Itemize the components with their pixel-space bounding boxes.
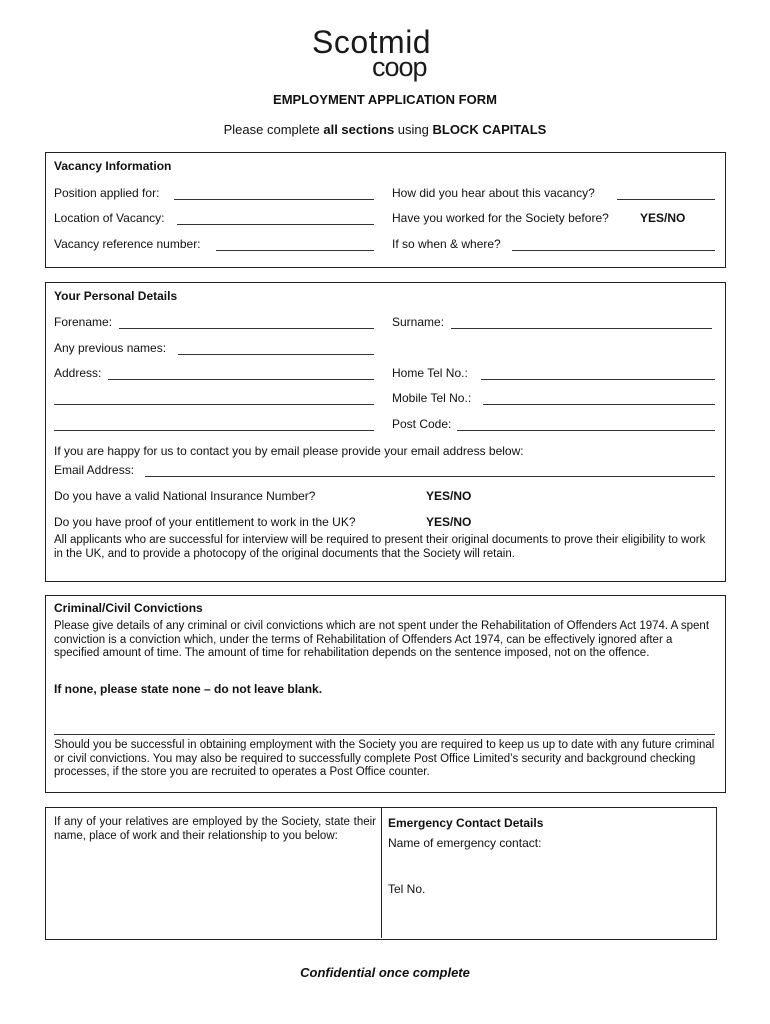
personal-details-section — [45, 282, 726, 582]
ni-yes-no[interactable]: YES/NO — [426, 489, 472, 503]
form-instructions — [0, 122, 770, 137]
when-where-label: If so when & where? — [392, 237, 501, 251]
forename-label: Forename: — [54, 315, 113, 329]
convictions-followup: Should you be successful in obtaining employment with the Society you are required to keep us up to date with any future criminal or civil convictions. You may also be required to successfully complete Post Office Limited’s security and background checking processes, if the store you are recruited to operates a Post Office counter. — [54, 739, 715, 778]
location-field[interactable] — [177, 224, 374, 225]
post-code-label: Post Code: — [392, 417, 452, 431]
worked-before-yes-no[interactable]: YES/NO — [640, 211, 686, 225]
address-label: Address: — [54, 366, 102, 380]
when-where-field[interactable] — [512, 250, 715, 251]
work-entitlement-question: Do you have proof of your entitlement to work in the UK? — [54, 515, 356, 529]
emergency-tel-field[interactable] — [388, 900, 710, 930]
documents-notice: All applicants who are successful for interview will be required to present their original documents to prove their eligibility to work in the UK, and to provide a photocopy of the original documents that the Society will retain. — [54, 534, 706, 560]
address-field-line-1[interactable] — [108, 379, 374, 380]
forename-field[interactable] — [119, 328, 374, 329]
emergency-name-field[interactable] — [388, 854, 710, 880]
convictions-section — [45, 595, 726, 793]
work-entitlement-yes-no[interactable]: YES/NO — [426, 515, 472, 529]
vacancy-section — [45, 152, 726, 268]
confidential-footer: Confidential once complete — [300, 965, 470, 980]
instructions-emphasis-2: BLOCK CAPITALS — [432, 122, 547, 137]
instructions-text-1: Please complete — [223, 122, 324, 137]
reference-label: Vacancy reference number: — [54, 237, 201, 251]
instructions-emphasis-1: all sections — [323, 122, 395, 137]
vacancy-heading: Vacancy Information — [54, 159, 172, 173]
emergency-tel-label: Tel No. — [388, 882, 426, 896]
personal-heading: Your Personal Details — [54, 289, 178, 303]
mobile-tel-label: Mobile Tel No.: — [392, 391, 472, 405]
post-code-field[interactable] — [457, 430, 715, 431]
none-note: If none, please state none – do not leave blank. — [54, 682, 323, 696]
surname-field[interactable] — [451, 328, 712, 329]
convictions-explanation: Please give details of any criminal or civil convictions which are not spent under the Rehabilitation of Offenders Act 1974. A spent conviction is a conviction which, under the terms of Rehabilitation of Offenders Act 1974, can be effectively ignored after a specified amount of time. The amount of time for rehabilitation depends on the sentence imposed, not on the offence. — [54, 620, 710, 659]
position-label: Position applied for: — [54, 186, 160, 200]
scotmid-logo-wordmark: Scotmid — [312, 24, 432, 60]
convictions-heading: Criminal/Civil Convictions — [54, 601, 203, 615]
location-label: Location of Vacancy: — [54, 211, 165, 225]
relatives-answer-area[interactable] — [54, 862, 376, 934]
email-field[interactable] — [145, 476, 715, 477]
position-field[interactable] — [174, 199, 374, 200]
convictions-details-field[interactable] — [54, 734, 715, 735]
section-divider — [381, 808, 382, 938]
ni-question: Do you have a valid National Insurance Number? — [54, 489, 316, 503]
hear-about-field[interactable] — [617, 199, 715, 200]
mobile-tel-field[interactable] — [483, 404, 715, 405]
address-field-line-2[interactable] — [54, 404, 374, 405]
previous-names-field[interactable] — [178, 354, 374, 355]
relatives-instructions: If any of your relatives are employed by the Society, state their name, place of work and their relationship to you below: — [54, 816, 376, 842]
home-tel-field[interactable] — [481, 379, 715, 380]
address-field-line-3[interactable] — [54, 430, 374, 431]
instructions-text-2: using — [394, 122, 433, 137]
emergency-heading: Emergency Contact Details — [388, 816, 544, 830]
coop-logo: coop — [372, 52, 427, 82]
home-tel-label: Home Tel No.: — [392, 366, 468, 380]
email-label: Email Address: — [54, 463, 135, 477]
reference-field[interactable] — [216, 250, 374, 251]
previous-names-label: Any previous names: — [54, 341, 167, 355]
email-intro-text: If you are happy for us to contact you by email please provide your email address below: — [54, 444, 524, 458]
hear-about-label: How did you hear about this vacancy? — [392, 186, 595, 200]
surname-label: Surname: — [392, 315, 445, 329]
emergency-name-label: Name of emergency contact: — [388, 836, 542, 850]
worked-before-label: Have you worked for the Society before? — [392, 211, 609, 225]
relatives-emergency-section — [45, 807, 717, 940]
form-title: EMPLOYMENT APPLICATION FORM — [273, 92, 497, 107]
